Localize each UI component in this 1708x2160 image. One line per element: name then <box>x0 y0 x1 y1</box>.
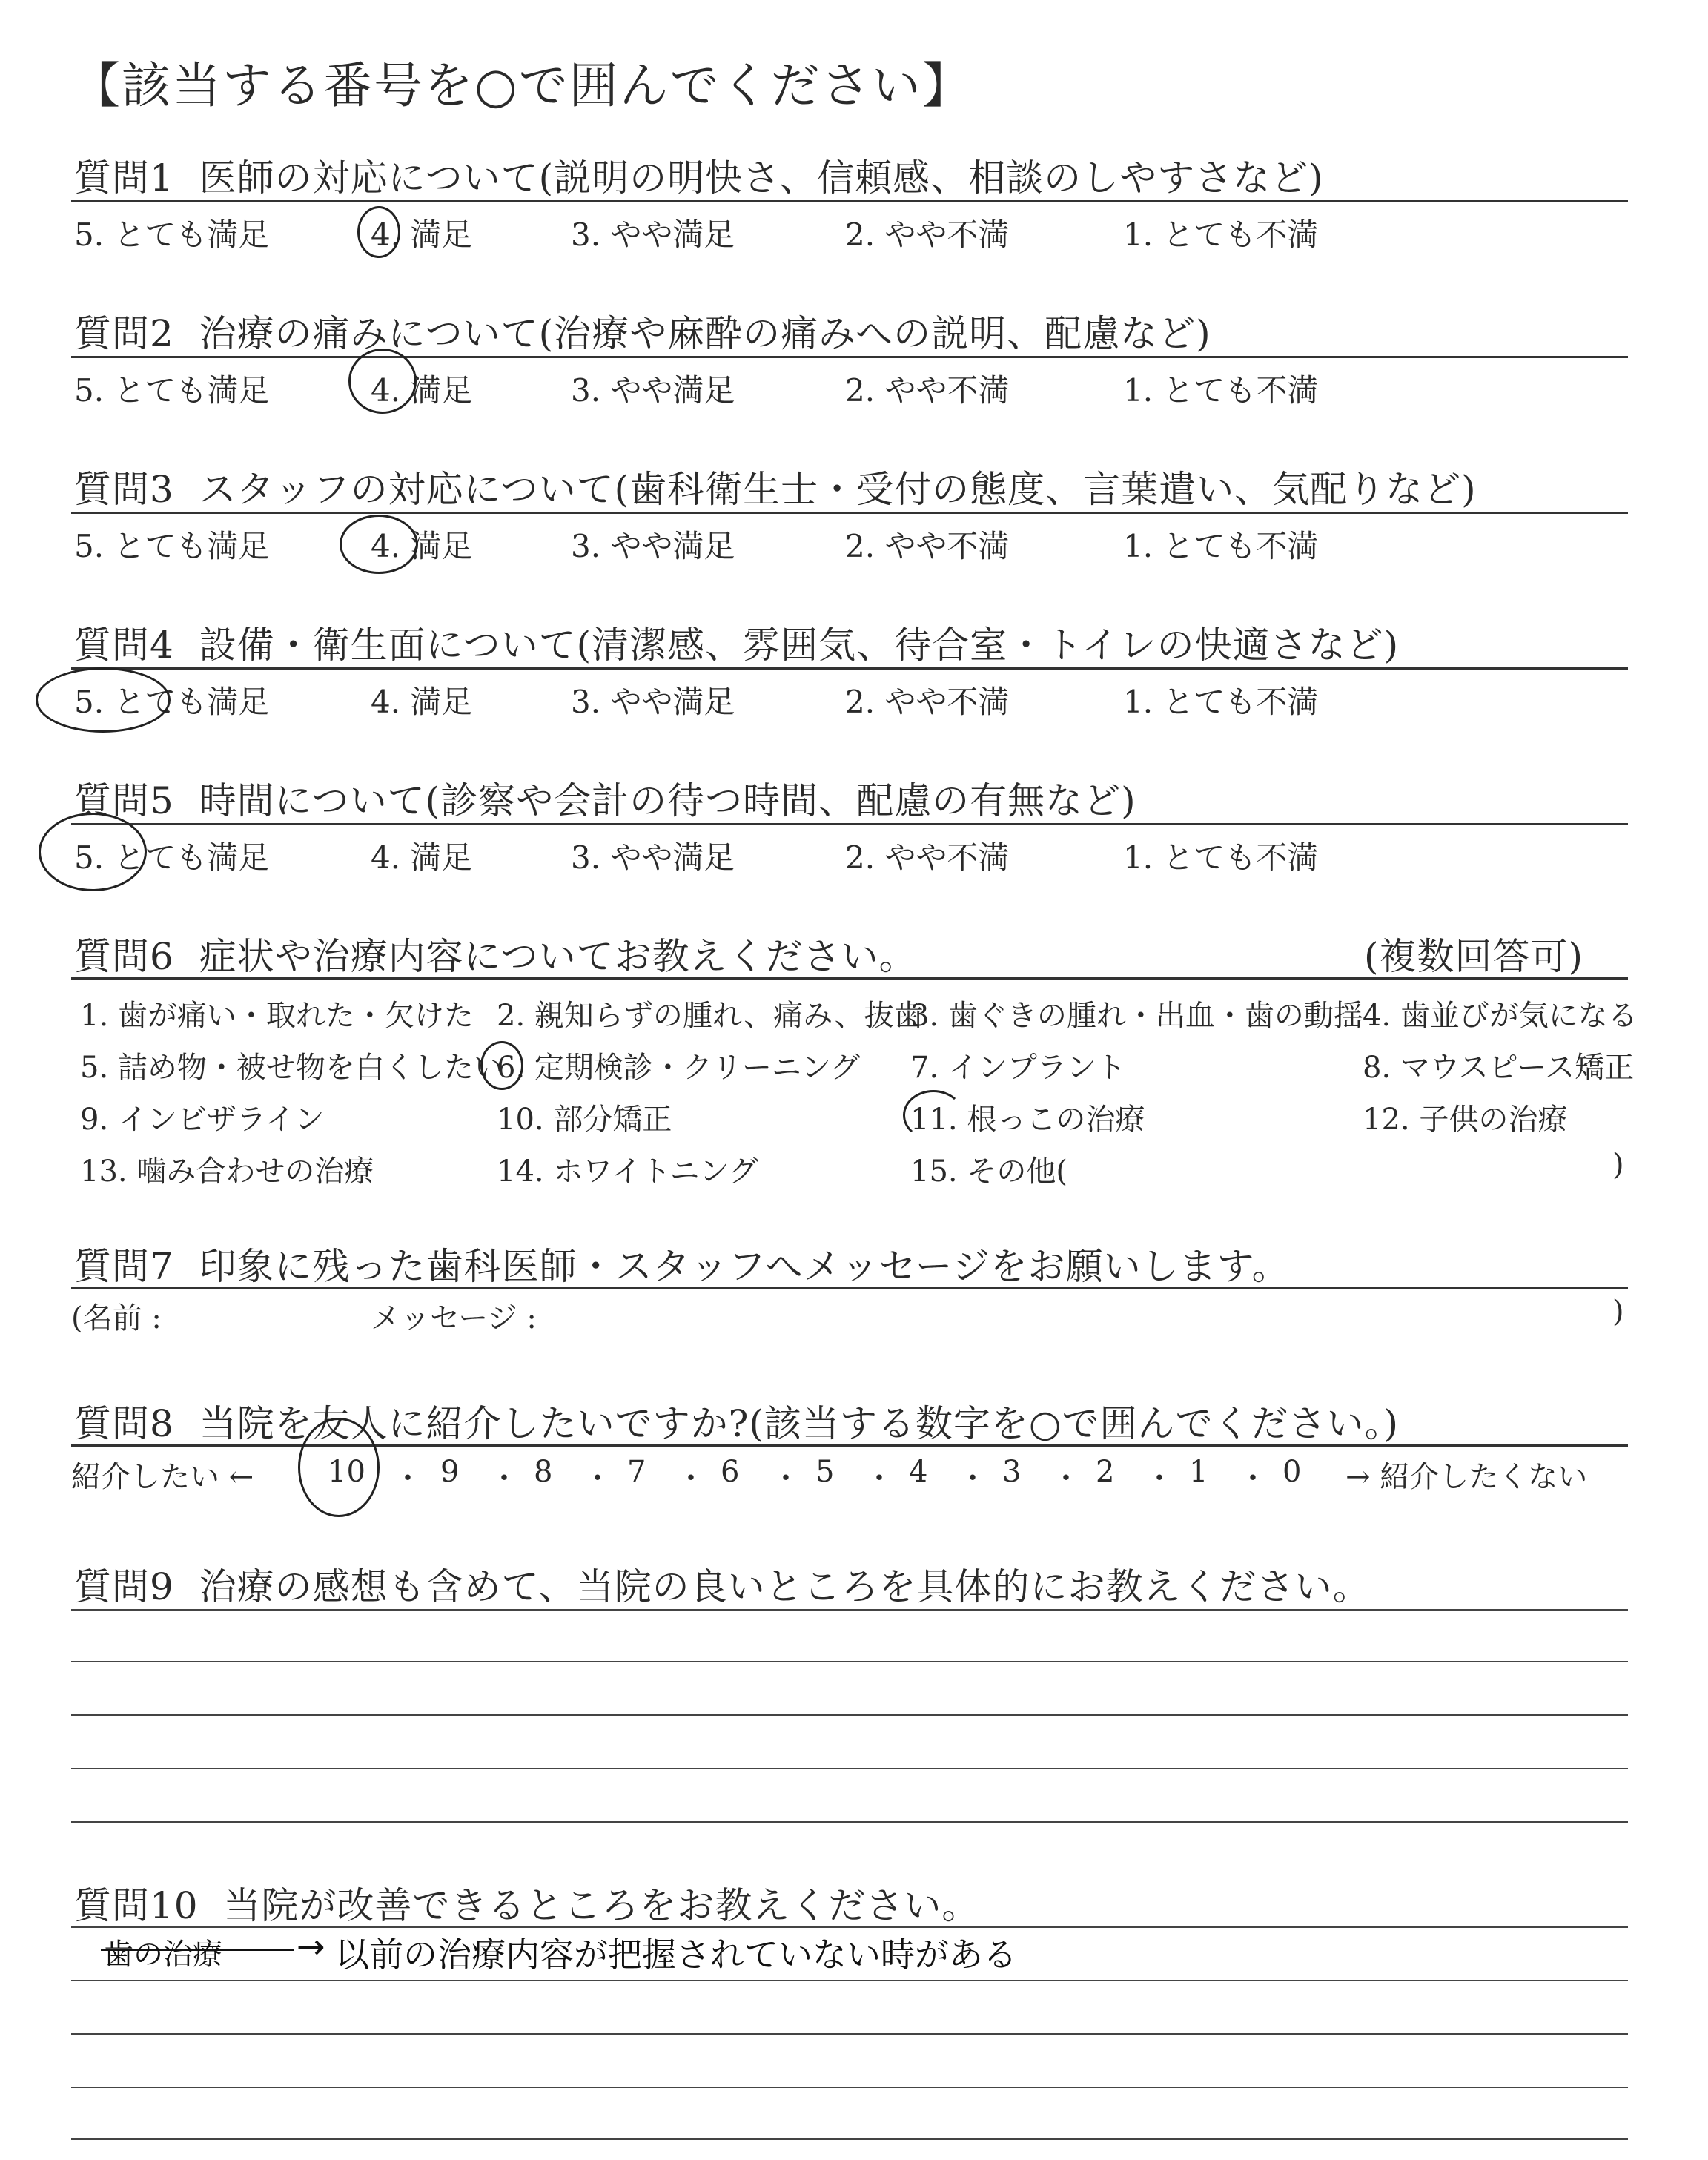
selection-circle <box>36 667 171 733</box>
option-1[interactable]: 1. とても不満 <box>1123 217 1319 253</box>
message-label: メッセージ : <box>371 1301 537 1335</box>
option-5[interactable]: 5. とても満足 <box>74 839 270 876</box>
score-2[interactable]: 2 <box>1096 1455 1115 1489</box>
option-2[interactable]: 2. やや不満 <box>845 372 1010 409</box>
option-4[interactable]: 4. 満足 <box>371 839 473 876</box>
score-0[interactable]: 0 <box>1282 1455 1302 1489</box>
answer-line <box>71 2033 1628 2035</box>
question-label: 質問10 <box>74 1884 199 1927</box>
question-4 <box>74 615 1399 669</box>
question-text: 当院を友人に紹介したいですか?(該当する数字を○で囲んでください。) <box>199 1402 1400 1445</box>
selection-circle <box>903 1090 964 1140</box>
question-label: 質問6 <box>74 935 174 978</box>
option-12[interactable]: 12. 子供の治療 <box>1363 1103 1568 1137</box>
other-close-paren: ) <box>1612 1148 1624 1182</box>
score-separator: ・ <box>864 1462 894 1496</box>
score-separator: ・ <box>958 1462 987 1496</box>
option-5[interactable]: 5. とても満足 <box>74 528 270 564</box>
divider <box>71 1287 1628 1289</box>
score-5[interactable]: 5 <box>815 1455 835 1489</box>
answer-line <box>71 1980 1628 1981</box>
divider <box>71 977 1628 980</box>
score-1[interactable]: 1 <box>1189 1455 1208 1489</box>
option-5[interactable]: 5. とても満足 <box>74 684 270 720</box>
name-label: (名前 : <box>71 1301 162 1335</box>
question-5 <box>74 771 1136 825</box>
option-1[interactable]: 1. とても不満 <box>1123 684 1319 720</box>
score-separator: ・ <box>489 1462 519 1496</box>
option-2[interactable]: 2. やや不満 <box>845 839 1010 876</box>
option-1[interactable]: 1. とても不満 <box>1123 839 1319 876</box>
question-10 <box>74 1876 979 1929</box>
score-separator: ・ <box>771 1462 801 1496</box>
selection-circle <box>480 1041 523 1090</box>
score-7[interactable]: 7 <box>627 1455 646 1489</box>
recommend-left-label: 紹介したい ← <box>71 1460 254 1494</box>
divider <box>71 200 1628 202</box>
option-2[interactable]: 2. 親知らずの腫れ、痛み、抜歯 <box>497 999 924 1033</box>
option-4[interactable]: 4. 歯並びが気になる <box>1363 999 1638 1033</box>
question-text: 当院が改善できるところをお教えください。 <box>223 1884 980 1927</box>
option-2[interactable]: 2. やや不満 <box>845 528 1010 564</box>
option-3[interactable]: 3. やや満足 <box>571 217 735 253</box>
answer-line <box>71 2087 1628 2088</box>
option-1[interactable]: 1. とても不満 <box>1123 372 1319 409</box>
selection-circle <box>348 349 417 414</box>
option-11[interactable]: 11. 根っこの治療 <box>910 1103 1145 1137</box>
page-title: 【該当する番号を○で囲んでください】 <box>71 57 973 114</box>
score-separator: ・ <box>1238 1462 1268 1496</box>
handwritten-answer: 以前の治療内容が把握されていない時がある <box>335 1935 1017 1975</box>
question-label: 質問3 <box>74 468 174 511</box>
divider <box>71 512 1628 514</box>
question-9 <box>74 1557 1371 1611</box>
option-15[interactable]: 15. その他( <box>910 1155 1068 1189</box>
question-text: 医師の対応について(説明の明快さ、信頼感、相談のしやすさなど) <box>199 156 1324 199</box>
divider <box>71 356 1628 358</box>
selection-circle <box>39 813 147 891</box>
option-1[interactable]: 1. とても不満 <box>1123 528 1319 564</box>
answer-line <box>71 1609 1628 1611</box>
score-separator: ・ <box>1145 1462 1174 1496</box>
score-6[interactable]: 6 <box>721 1455 740 1489</box>
answer-line <box>71 1821 1628 1823</box>
divider <box>71 823 1628 825</box>
question-7 <box>74 1237 1290 1290</box>
arrow-icon: → <box>297 1926 325 1966</box>
option-14[interactable]: 14. ホワイトニング <box>497 1155 758 1189</box>
question-label: 質問8 <box>74 1402 174 1445</box>
answer-line <box>71 2138 1628 2140</box>
score-8[interactable]: 8 <box>534 1455 553 1489</box>
option-6[interactable]: 6. 定期検診・クリーニング <box>497 1051 861 1085</box>
strike-through <box>101 1949 294 1951</box>
option-3[interactable]: 3. やや満足 <box>571 839 735 876</box>
multiple-answers-note: (複数回答可) <box>1364 935 1584 978</box>
score-separator: ・ <box>676 1462 706 1496</box>
question-6 <box>74 927 917 980</box>
answer-line <box>71 1714 1628 1716</box>
score-separator: ・ <box>393 1462 423 1496</box>
option-4[interactable]: 4. 満足 <box>371 217 473 253</box>
question-text: 時間について(診察や会計の待つ時間、配慮の有無など) <box>199 779 1136 822</box>
option-7[interactable]: 7. インプラント <box>910 1051 1126 1085</box>
option-4[interactable]: 4. 満足 <box>371 528 473 564</box>
divider <box>71 667 1628 670</box>
score-4[interactable]: 4 <box>909 1455 928 1489</box>
option-8[interactable]: 8. マウスピース矯正 <box>1363 1051 1635 1085</box>
recommend-scale <box>0 1455 1708 1499</box>
recommend-right-label: → 紹介したくない <box>1345 1460 1588 1494</box>
option-3[interactable]: 3. やや満足 <box>571 684 735 720</box>
question-text: 設備・衛生面について(清潔感、雰囲気、待合室・トイレの快適さなど) <box>199 624 1400 667</box>
option-3[interactable]: 3. やや満足 <box>571 528 735 564</box>
option-2[interactable]: 2. やや不満 <box>845 217 1010 253</box>
question-label: 質問1 <box>74 156 174 199</box>
question-8 <box>74 1394 1399 1447</box>
option-4[interactable]: 4. 満足 <box>371 684 473 720</box>
option-9[interactable]: 9. インビザライン <box>80 1103 325 1137</box>
selection-circle <box>340 515 418 574</box>
question-text: 印象に残った歯科医師・スタッフへメッセージをお願いします。 <box>199 1245 1290 1288</box>
struck-answer: 歯の治療 <box>104 1938 222 1972</box>
question-label: 質問2 <box>74 312 174 355</box>
question-label: 質問7 <box>74 1245 174 1288</box>
option-5[interactable]: 5. とても満足 <box>74 372 270 409</box>
question-text: スタッフの対応について(歯科衛生士・受付の態度、言葉遣い、気配りなど) <box>199 468 1477 511</box>
option-3[interactable]: 3. やや満足 <box>571 372 735 409</box>
answer-line <box>71 1768 1628 1769</box>
option-10[interactable]: 10. 部分矯正 <box>497 1103 672 1137</box>
score-10[interactable]: 10 <box>328 1455 365 1489</box>
selection-circle <box>357 206 400 258</box>
answer-line <box>71 1661 1628 1662</box>
question-2 <box>74 304 1211 357</box>
question-1 <box>74 148 1324 202</box>
score-separator: ・ <box>583 1462 612 1496</box>
score-9[interactable]: 9 <box>440 1455 460 1489</box>
question-label: 質問5 <box>74 779 174 822</box>
option-5[interactable]: 5. 詰め物・被せ物を白くしたい <box>80 1051 503 1085</box>
question-label: 質問4 <box>74 624 174 667</box>
question-text: 症状や治療内容についてお教えください。 <box>199 935 917 978</box>
option-3[interactable]: 3. 歯ぐきの腫れ・出血・歯の動揺 <box>910 999 1363 1033</box>
option-13[interactable]: 13. 噛み合わせの治療 <box>80 1155 374 1189</box>
option-4[interactable]: 4. 満足 <box>371 372 473 409</box>
message-close-paren: ) <box>1612 1295 1624 1329</box>
option-1[interactable]: 1. 歯が痛い・取れた・欠けた <box>80 999 474 1033</box>
option-5[interactable]: 5. とても満足 <box>74 217 270 253</box>
question-text: 治療の感想も含めて、当院の良いところを具体的にお教えください。 <box>199 1565 1371 1608</box>
question-label: 質問9 <box>74 1565 174 1608</box>
option-2[interactable]: 2. やや不満 <box>845 684 1010 720</box>
question-3 <box>74 460 1477 513</box>
score-separator: ・ <box>1051 1462 1081 1496</box>
selection-circle <box>298 1418 380 1517</box>
score-3[interactable]: 3 <box>1002 1455 1022 1489</box>
question-text: 治療の痛みについて(治療や麻酔の痛みへの説明、配慮など) <box>199 312 1211 355</box>
